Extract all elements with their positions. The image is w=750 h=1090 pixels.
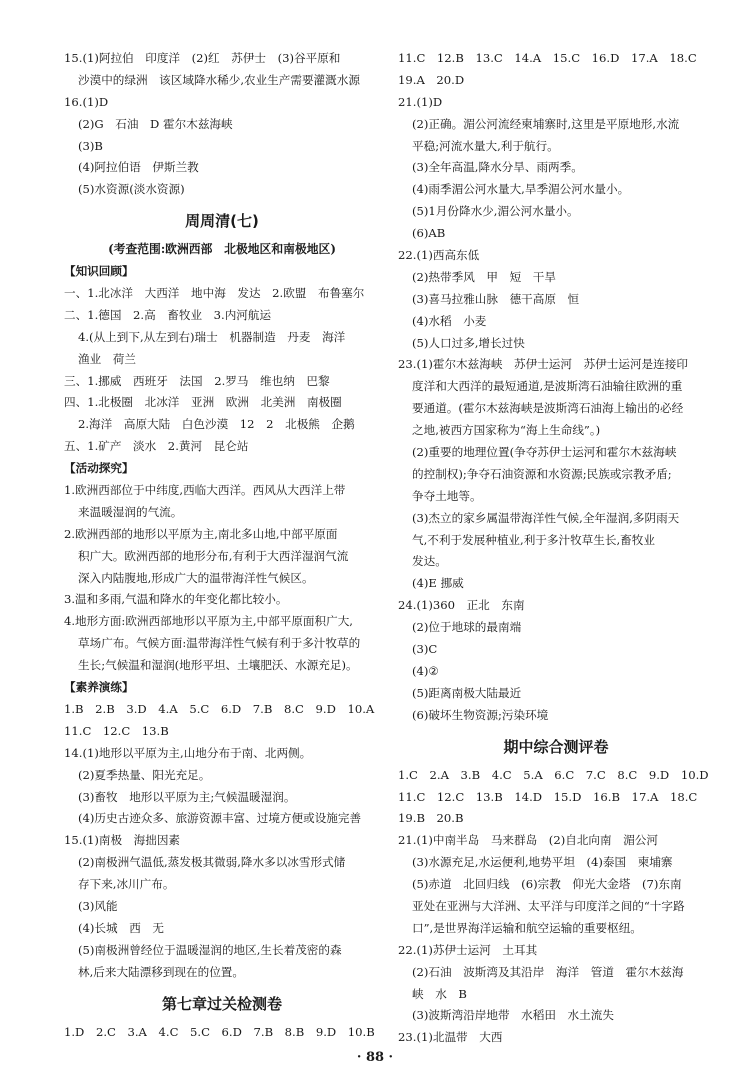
answer-line: (5)水资源(淡水资源)	[78, 182, 185, 197]
section-label-review: 【知识回顾】	[64, 264, 134, 279]
answer-line: 1.C 2.A 3.B 4.C 5.A 6.C 7.C 8.C 9.D 10.D	[398, 767, 709, 782]
answer-line: 渔业 荷兰	[78, 351, 136, 366]
answer-line: (4)长城 西 无	[78, 920, 164, 935]
answer-line: 亚处在亚洲与大洋洲、太平洋与印度洋之间的“十字路	[412, 898, 685, 913]
answer-line: 要通道。(霍尔木兹海峡是波斯湾石油海上输出的必经	[412, 401, 684, 416]
answer-line: 2.海洋 高原大陆 白色沙漠 12 2 北极熊 企鹅	[78, 417, 355, 432]
answer-line: (5)人口过多,增长过快	[412, 335, 525, 350]
answer-line: 草场广布。气候方面:温带海洋性气候有利于多汁牧草的	[78, 636, 361, 651]
answer-line: 平稳;河流水量大,利于航行。	[412, 138, 559, 153]
answer-line: 21.(1)D	[398, 94, 443, 109]
answer-line: (5)距离南极大陆最近	[412, 685, 522, 700]
answer-line: 沙漠中的绿洲 该区域降水稀少,农业生产需要灌溉水源	[78, 72, 360, 87]
answer-line: 一、1.北冰洋 大西洋 地中海 发达 2.欧盟 布鲁塞尔	[64, 286, 365, 301]
section-title-weekly-7: 周周清(七)	[185, 212, 259, 231]
answer-line: 四、1.北极圈 北冰洋 亚洲 欧洲 北美洲 南极圈	[64, 395, 342, 410]
answer-line: 口”,是世界海洋运输和航空运输的重要枢纽。	[412, 920, 642, 935]
answer-line: (2)石油 波斯湾及其沿岸 海洋 管道 霍尔木兹海	[412, 964, 684, 979]
section-title-chapter-7: 第七章过关检测卷	[161, 994, 282, 1013]
answer-line: (2)正确。湄公河流经柬埔寨时,这里是平原地形,水流	[412, 116, 680, 131]
section-label-practice: 【素养演练】	[64, 680, 134, 695]
answer-line: 林,后来大陆漂移到现在的位置。	[78, 964, 244, 979]
answer-line: 1.B 2.B 3.D 4.A 5.C 6.D 7.B 8.C 9.D 10.A	[64, 701, 375, 716]
answer-line: 21.(1)中南半岛 马来群岛 (2)自北向南 湄公河	[398, 833, 658, 848]
answer-line: 23.(1)霍尔木兹海峡 苏伊士运河 苏伊士运河是连接印	[398, 357, 688, 372]
answer-line: 2.欧洲西部的地形以平原为主,南北多山地,中部平原面	[64, 526, 338, 541]
exam-scope: (考查范围:欧洲西部 北极地区和南极地区)	[108, 242, 336, 257]
answer-line: 深入内陆腹地,形成广大的温带海洋性气候区。	[78, 570, 314, 585]
answer-line: 24.(1)360 正北 东南	[398, 598, 525, 613]
answer-line: (4)历史古迹众多、旅游资源丰富、过境方便或设施完善	[78, 811, 362, 826]
answer-line: 22.(1)苏伊士运河 土耳其	[398, 942, 538, 957]
page-number: · 88 ·	[356, 1050, 394, 1065]
answer-line: (3)风能	[78, 898, 118, 913]
answer-line: 16.(1)D	[64, 94, 109, 109]
answer-line: 1.D 2.C 3.A 4.C 5.C 6.D 7.B 8.B 9.D 10.B	[64, 1024, 375, 1039]
answer-line: 15.(1)南极 海拙因素	[64, 833, 181, 848]
answer-line: 23.(1)北温带 大西	[398, 1030, 503, 1045]
answer-line: (3)波斯湾沿岸地带 水稻田 水土流失	[412, 1008, 614, 1023]
answer-line: (6)AB	[412, 226, 446, 241]
answer-line: 存下来,冰川广布。	[78, 877, 175, 892]
answer-line: 生长;气候温和湿润(地形平坦、土壤肥沃、水源充足)。	[78, 658, 358, 673]
answer-line: (3)B	[78, 138, 103, 153]
section-label-explore: 【活动探究】	[64, 461, 134, 476]
answer-line: 14.(1)地形以平原为主,山地分布于南、北两侧。	[64, 745, 312, 760]
answer-line: 4.(从上到下,从左到右)瑞士 机器制造 丹麦 海洋	[78, 329, 346, 344]
answer-line: 气,不利于发展种植业,利于多汁牧草生长,畜牧业	[412, 532, 655, 547]
answer-line: 五、1.矿产 淡水 2.黄河 昆仑站	[64, 439, 249, 454]
answer-line: (5)赤道 北回归线 (6)宗教 仰光大金塔 (7)东南	[412, 877, 682, 892]
answer-line: 度洋和大西洋的最短通道,是波斯湾石油输往欧洲的重	[412, 379, 683, 394]
answer-line: 3.温和多雨,气温和降水的年变化都比较小。	[64, 592, 288, 607]
answer-line: (3)畜牧 地形以平原为主;气候温暖湿润。	[78, 789, 296, 804]
answer-line: 22.(1)西高东低	[398, 248, 480, 263]
answer-line: (4)阿拉伯语 伊斯兰教	[78, 160, 199, 175]
right-column	[398, 48, 714, 1049]
answer-line: (3)C	[412, 642, 438, 657]
answer-line: (2)夏季热量、阳光充足。	[78, 767, 211, 782]
answer-line: 19.B 20.B	[398, 811, 464, 826]
answer-line: 来温暖湿润的气流。	[78, 504, 183, 519]
answer-line: (6)破坏生物资源;污染环境	[412, 707, 549, 722]
answer-line: (3)水源充足,水运便利,地势平坦 (4)泰国 柬埔寨	[412, 855, 673, 870]
answer-line: (3)全年高温,降水分旱、雨两季。	[412, 160, 583, 175]
answer-line: (4)E 挪威	[412, 576, 464, 591]
answer-line: 二、1.德国 2.高 畜牧业 3.内河航运	[64, 307, 272, 322]
answer-line: (2)G 石油 D 霍尔木兹海峡	[78, 116, 233, 131]
answer-line: (2)热带季风 甲 短 干旱	[412, 269, 556, 284]
answer-line: (4)雨季湄公河水量大,旱季湄公河水量小。	[412, 182, 630, 197]
answer-line: 11.C 12.C 13.B 14.D 15.D 16.B 17.A 18.C	[398, 789, 698, 804]
answer-line: (3)喜马拉雅山脉 德干高原 恒	[412, 291, 580, 306]
answer-line: (5)1月份降水少,湄公河水量小。	[412, 204, 579, 219]
answer-line: 11.C 12.C 13.B	[64, 723, 169, 738]
answer-line: 争夺土地等。	[412, 488, 482, 503]
answer-line: 之地,被西方国家称为“海上生命线”。)	[412, 423, 601, 438]
answer-line: 19.A 20.D	[398, 72, 465, 87]
answer-line: (4)②	[412, 663, 439, 678]
answer-line: 15.(1)阿拉伯 印度洋 (2)红 苏伊士 (3)谷平原和	[64, 51, 341, 65]
left-column	[64, 48, 380, 1043]
section-title-midterm: 期中综合测评卷	[503, 737, 609, 756]
answer-line: 三、1.挪威 西班牙 法国 2.罗马 维也纳 巴黎	[64, 373, 330, 388]
answer-line: 积广大。欧洲西部的地形分布,有利于大西洋湿润气流	[78, 548, 349, 563]
answer-line: 1.欧洲西部位于中纬度,西临大西洋。西风从大西洋上带	[64, 483, 346, 498]
answer-line: (3)杰立的家乡属温带海洋性气候,全年湿润,多阴雨天	[412, 510, 680, 525]
answer-line: 发达。	[412, 554, 447, 569]
answer-line: (4)水稻 小麦	[412, 313, 487, 328]
answer-line: (2)位于地球的最南端	[412, 620, 522, 635]
answer-line: (5)南极洲曾经位于温暖湿润的地区,生长着茂密的森	[78, 942, 342, 957]
answer-line: (2)重要的地理位置(争夺苏伊士运河和霍尔木兹海峡	[412, 445, 677, 460]
answer-line: 的控制权);争夺石油资源和水资源;民族或宗教矛盾;	[412, 466, 672, 481]
answer-line: 4.地形方面:欧洲西部地形以平原为主,中部平原面积广大,	[64, 614, 353, 629]
answer-line: (2)南极洲气温低,蒸发极其微弱,降水多以冰雪形式储	[78, 855, 346, 870]
answer-line: 峡 水 B	[412, 986, 467, 1001]
answer-line: 11.C 12.B 13.C 14.A 15.C 16.D 17.A 18.C	[398, 51, 697, 65]
